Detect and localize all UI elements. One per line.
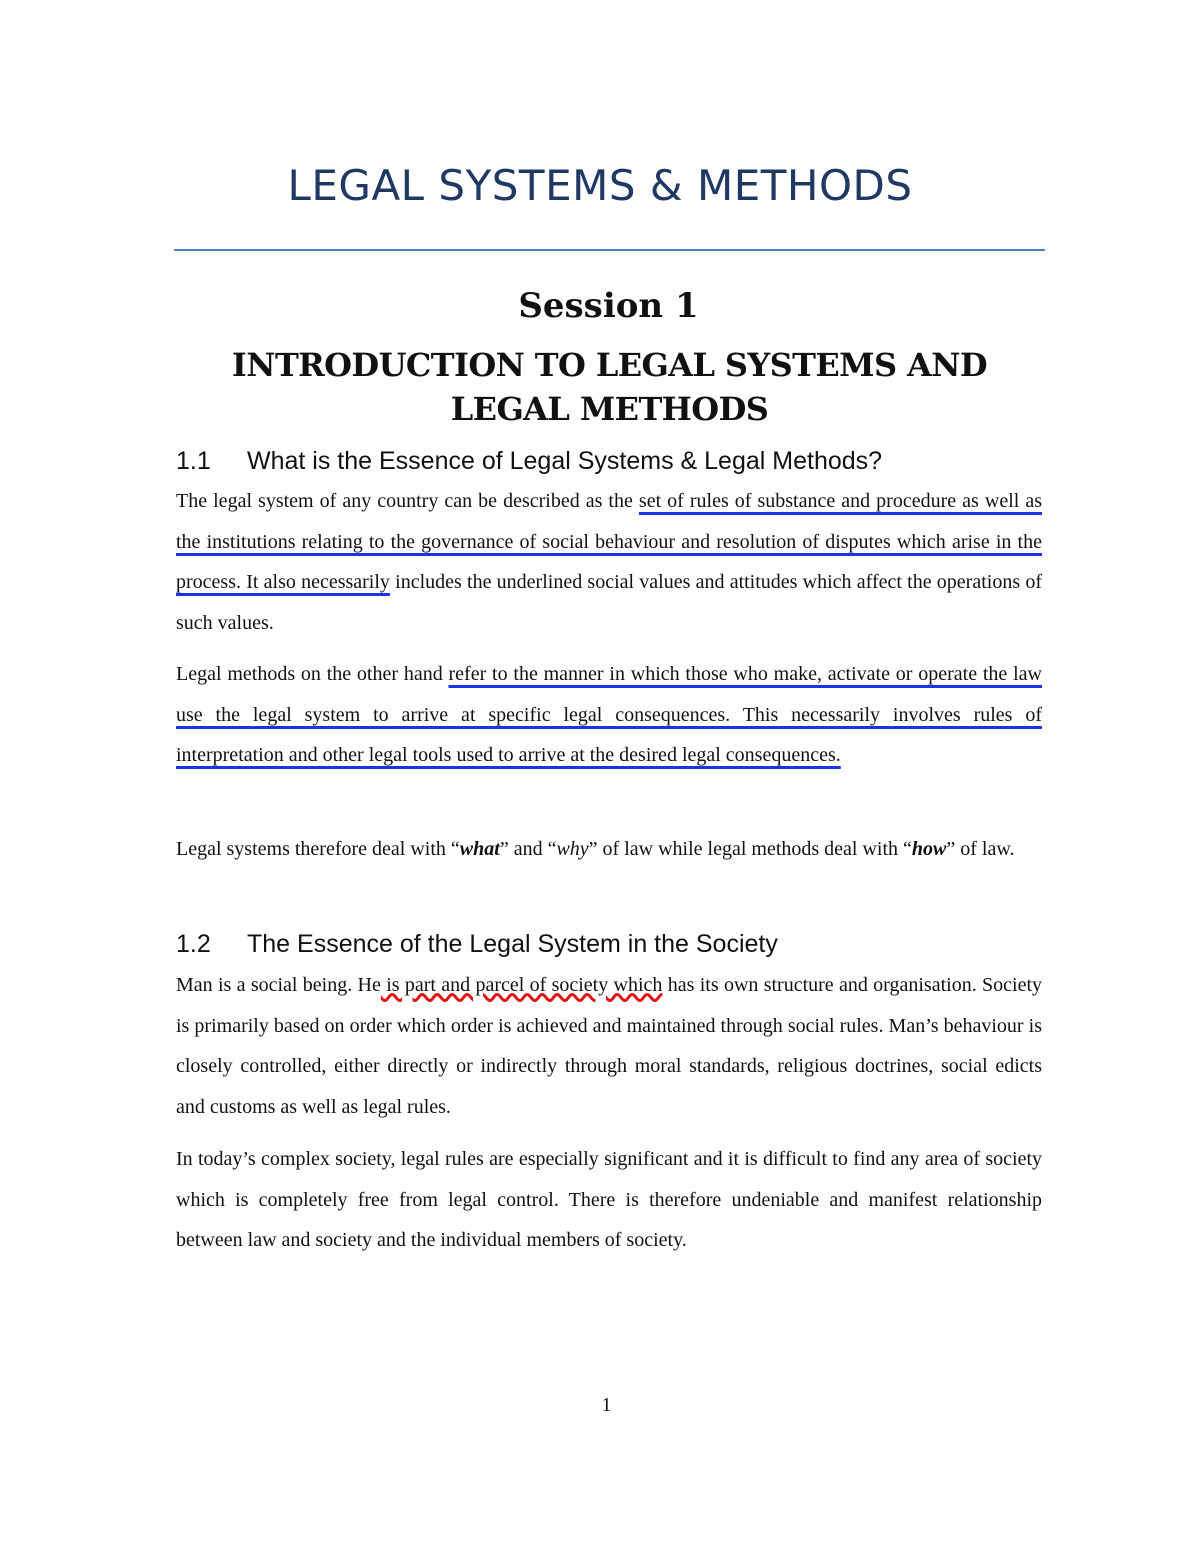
section-1-1-heading [176,444,1046,478]
paragraph-complex-society: In today’s complex society, legal rules are especially significant and it is difficult to find any area of society which is completely free from legal control. There is therefore undeniable and manifest relationship between law and society and the individual members of society. [176,1148,1042,1251]
text-run: The legal system of any country can be described as the [176,490,639,512]
text-run: Legal systems therefore deal with “ [176,838,460,860]
page-number: 1 [601,1394,612,1416]
paragraph-what-why-how [176,829,1042,870]
text-run: ” of law while legal methods deal with “ [588,838,912,860]
title-divider [174,249,1045,251]
section-1-2-heading [176,927,1046,961]
paragraph-legal-methods-definition [176,654,1042,776]
red-wavy-underlined-text: is part and parcel of society which [380,974,663,996]
session-heading: Session 1 [518,286,699,326]
section-title: What is the Essence of Legal Systems & Legal Methods? [247,447,883,475]
text-run: ” and “ [499,838,557,860]
paragraph-man-social-being [176,965,1042,1127]
paragraph-legal-system-definition [176,481,1042,643]
blue-underlined-text: set of rules of substance and procedure as well as the institutions relating to the governance of social behaviour and resolution of disputes which arise in the process. It also necessarily [176,490,1043,593]
document-title: LEGAL SYSTEMS & METHODS [287,161,913,210]
text-run: includes the underlined social values and attitudes which affect the operations of such values. [176,571,1042,634]
blue-underlined-text: refer to the manner in which those who make, activate or operate the law use the legal system to arrive at specific legal consequences. This necessarily involves rules of interpretation and other legal tools used to arrive at the desired legal consequences. [176,663,1042,766]
section-title: The Essence of the Legal System in the Society [247,930,778,958]
italic-term: why [556,838,589,860]
italic-bold-term: what [459,838,500,860]
section-number: 1.2 [176,930,211,958]
introduction-heading: INTRODUCTION TO LEGAL SYSTEMS AND LEGAL METHODS [231,346,988,428]
italic-bold-term: how [911,838,947,860]
text-run: Legal methods on the other hand [176,663,449,685]
text-run: ” of law. [946,838,1015,860]
text-run: has its own structure and organisation. Society is primarily based on order which order is achieved and maintained through social rules. Man’s behaviour is closely controlled, either directly or indirectly through moral standards, religious doctrines, social edicts and customs as well as legal rules. [176,974,1042,1118]
section-number: 1.1 [176,447,211,475]
text-run: Man is a social being. He [176,974,381,996]
